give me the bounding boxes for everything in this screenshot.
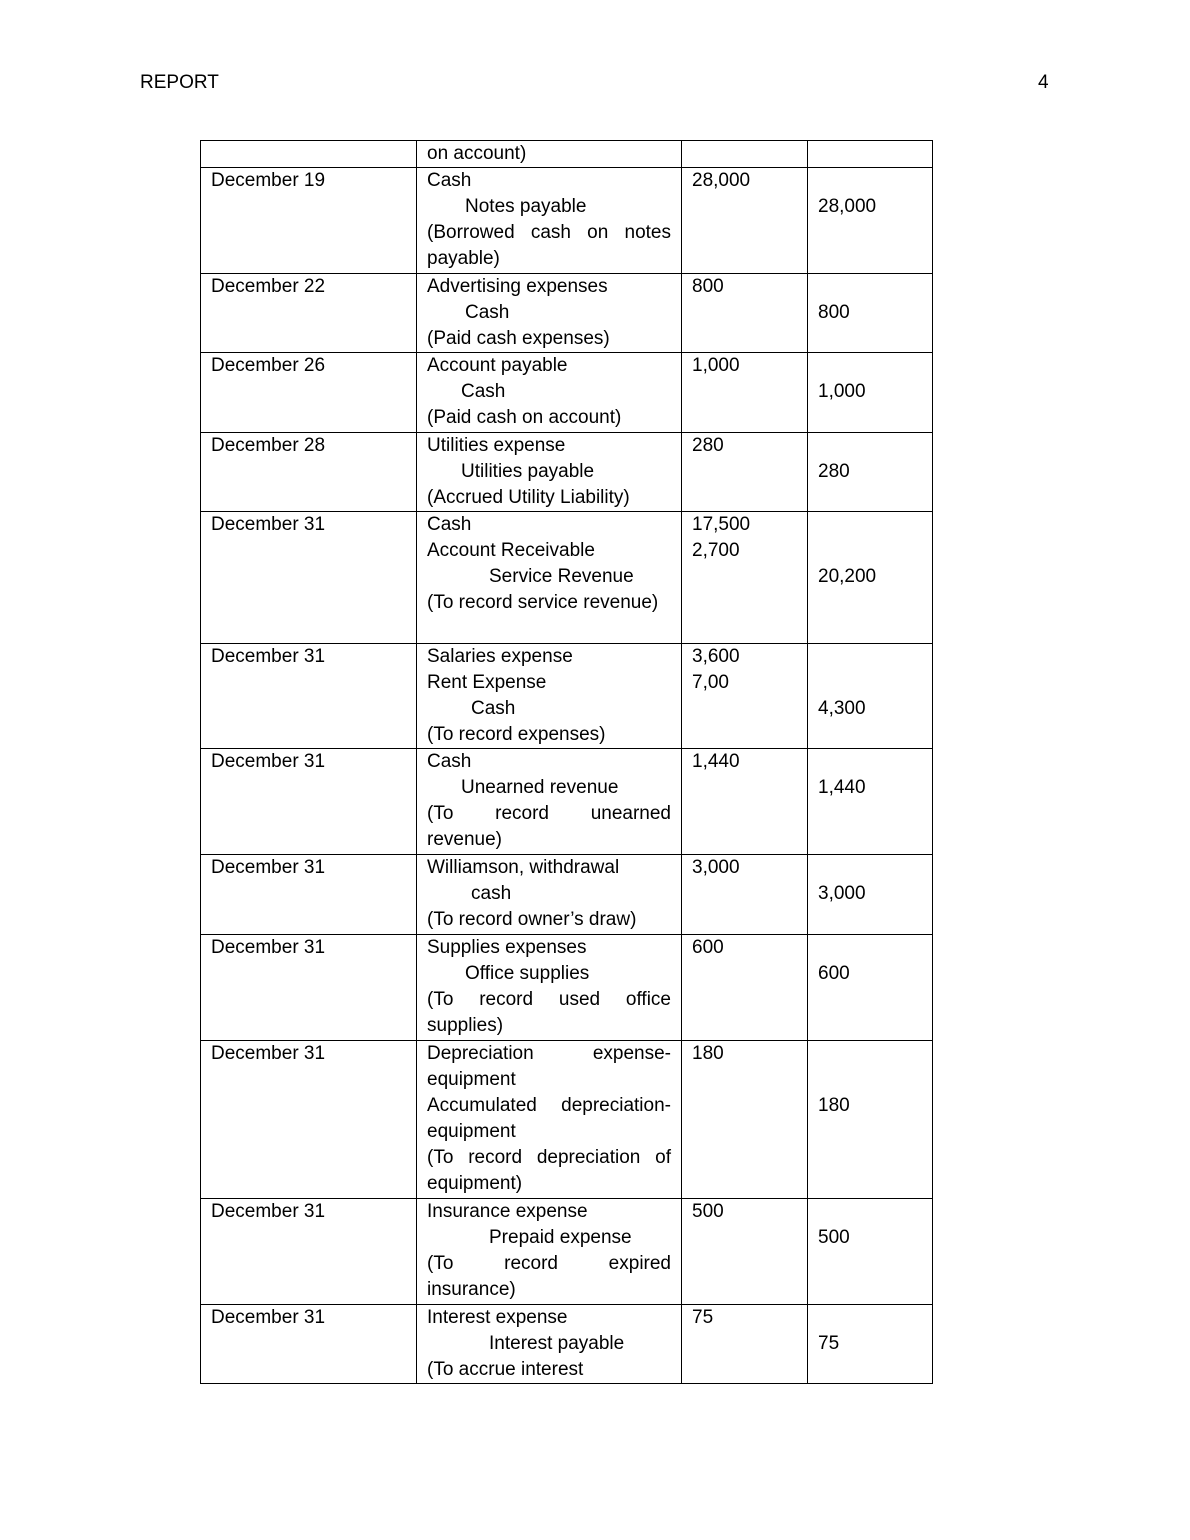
journal-entry-row	[201, 141, 933, 168]
credit-amount	[818, 1305, 922, 1331]
credit-amount: 4,300	[818, 698, 866, 719]
account-line: Cash	[461, 381, 506, 402]
entry-date-text: December 31	[211, 646, 326, 667]
credit-amount	[818, 749, 922, 775]
account-line: Insurance expense	[427, 1201, 588, 1222]
journal-entry-row	[201, 1041, 933, 1199]
entry-accounts	[417, 353, 682, 433]
entry-accounts	[417, 141, 682, 168]
entry-credit	[808, 1199, 933, 1305]
debit-amount: 1,000	[692, 355, 740, 376]
entry-date-text: December 31	[211, 937, 326, 958]
debit-amount: 280	[692, 435, 724, 456]
account-line: Williamson, withdrawal	[427, 857, 620, 878]
entry-credit	[808, 1305, 933, 1384]
journal-entry-row	[201, 274, 933, 353]
entry-credit	[808, 433, 933, 512]
account-line: (To record expenses)	[427, 724, 606, 745]
account-line: Depreciation expense-equipment	[427, 1043, 671, 1090]
account-line: Utilities payable	[461, 461, 595, 482]
account-line: Service Revenue	[489, 566, 634, 587]
account-line: Prepaid expense	[489, 1227, 632, 1248]
entry-debit	[682, 141, 808, 168]
debit-amount: 17,500	[692, 514, 751, 535]
entry-credit	[808, 353, 933, 433]
account-line: (To record owner’s draw)	[427, 909, 637, 930]
account-line: Cash	[471, 698, 516, 719]
entry-accounts	[417, 935, 682, 1041]
entry-date-text: December 28	[211, 435, 326, 456]
entry-accounts	[417, 512, 682, 644]
debit-amount: 800	[692, 276, 724, 297]
journal-entry-row	[201, 353, 933, 433]
entry-date-text: December 31	[211, 1201, 326, 1222]
entry-debit	[682, 274, 808, 353]
entry-debit	[682, 1199, 808, 1305]
account-line: (To record depreciation of equipment)	[427, 1147, 671, 1194]
entry-date-text: December 19	[211, 170, 326, 191]
entry-date	[201, 1305, 417, 1384]
entry-date	[201, 353, 417, 433]
account-line: (To record expired insurance)	[427, 1253, 671, 1300]
entry-credit	[808, 935, 933, 1041]
debit-amount: 75	[692, 1307, 714, 1328]
entry-accounts	[417, 274, 682, 353]
credit-amount: 1,440	[818, 777, 866, 798]
account-line: Office supplies	[465, 963, 590, 984]
account-line: (To record used office supplies)	[427, 989, 671, 1036]
account-line: (Borrowed cash on notes payable)	[427, 222, 671, 269]
credit-amount: 600	[818, 963, 850, 984]
account-line: Account payable	[427, 355, 568, 376]
journal-entry-row	[201, 1305, 933, 1384]
account-line: Notes payable	[465, 196, 587, 217]
debit-amount: 600	[692, 937, 724, 958]
account-line: Account Receivable	[427, 540, 595, 561]
entry-date	[201, 512, 417, 644]
account-line: Interest expense	[427, 1307, 568, 1328]
account-line: (Accrued Utility Liability)	[427, 487, 630, 508]
entry-accounts	[417, 749, 682, 855]
credit-amount: 280	[818, 461, 850, 482]
credit-amount: 75	[818, 1333, 840, 1354]
entry-date	[201, 274, 417, 353]
journal-entry-row	[201, 1199, 933, 1305]
account-line: Rent Expense	[427, 672, 547, 693]
credit-amount	[818, 1067, 922, 1093]
account-line: (Paid cash expenses)	[427, 328, 610, 349]
entry-accounts	[417, 433, 682, 512]
credit-amount: 500	[818, 1227, 850, 1248]
credit-amount: 28,000	[818, 196, 877, 217]
journal-entry-row	[201, 855, 933, 935]
debit-amount: 500	[692, 1201, 724, 1222]
entry-debit	[682, 749, 808, 855]
entry-date-text: December 22	[211, 276, 326, 297]
entry-credit	[808, 855, 933, 935]
entry-accounts	[417, 1305, 682, 1384]
account-line: Utilities expense	[427, 435, 566, 456]
journal-entry-row	[201, 168, 933, 274]
entry-date	[201, 855, 417, 935]
account-line: cash	[471, 883, 512, 904]
entry-debit	[682, 1041, 808, 1199]
credit-amount	[818, 433, 922, 459]
account-line: Salaries expense	[427, 646, 573, 667]
credit-amount	[818, 670, 922, 696]
journal-table	[200, 140, 933, 1384]
entry-date-text: December 31	[211, 857, 326, 878]
account-line: on account)	[427, 143, 527, 164]
account-line: Cash	[427, 170, 472, 191]
debit-amount: 3,600	[692, 646, 740, 667]
debit-amount: 2,700	[692, 540, 740, 561]
debit-amount: 1,440	[692, 751, 740, 772]
entry-accounts	[417, 168, 682, 274]
entry-credit	[808, 749, 933, 855]
entry-date	[201, 1199, 417, 1305]
entry-debit	[682, 353, 808, 433]
debit-amount: 7,00	[692, 672, 729, 693]
entry-accounts	[417, 1199, 682, 1305]
credit-amount	[818, 512, 922, 538]
entry-debit	[682, 1305, 808, 1384]
credit-amount	[818, 168, 922, 194]
entry-debit	[682, 168, 808, 274]
account-line: Cash	[427, 751, 472, 772]
debit-amount: 3,000	[692, 857, 740, 878]
credit-amount	[818, 353, 922, 379]
entry-date	[201, 644, 417, 749]
account-line: Interest payable	[489, 1333, 625, 1354]
entry-date	[201, 141, 417, 168]
account-line: Supplies expenses	[427, 937, 587, 958]
entry-date	[201, 168, 417, 274]
entry-credit	[808, 141, 933, 168]
entry-debit	[682, 644, 808, 749]
page-number: 4	[1038, 72, 1049, 93]
credit-amount: 20,200	[818, 566, 877, 587]
credit-amount: 3,000	[818, 883, 866, 904]
entry-date	[201, 433, 417, 512]
entry-date-text: December 31	[211, 1043, 326, 1064]
entry-date	[201, 1041, 417, 1199]
entry-accounts	[417, 855, 682, 935]
account-line: Cash	[465, 302, 510, 323]
account-line: Advertising expenses	[427, 276, 608, 297]
entry-credit	[808, 1041, 933, 1199]
entry-credit	[808, 512, 933, 644]
credit-amount	[818, 274, 922, 300]
debit-amount: 28,000	[692, 170, 751, 191]
entry-date-text	[211, 141, 406, 167]
account-line: (To record service revenue)	[427, 592, 659, 613]
entry-debit	[682, 855, 808, 935]
credit-amount: 800	[818, 302, 850, 323]
journal-entry-row	[201, 512, 933, 644]
credit-amount	[818, 644, 922, 670]
entry-date-text: December 31	[211, 751, 326, 772]
entry-date-text: December 31	[211, 514, 326, 535]
account-line: (Paid cash on account)	[427, 407, 622, 428]
credit-amount	[818, 1199, 922, 1225]
account-line: (To accrue interest	[427, 1359, 584, 1380]
debit-amount	[692, 141, 797, 167]
journal-entry-row	[201, 433, 933, 512]
credit-amount	[818, 855, 922, 881]
credit-amount: 1,000	[818, 381, 866, 402]
credit-amount	[818, 1041, 922, 1067]
credit-amount	[818, 935, 922, 961]
credit-amount: 180	[818, 1095, 850, 1116]
credit-amount	[818, 141, 922, 167]
journal-entry-row	[201, 644, 933, 749]
debit-amount: 180	[692, 1043, 724, 1064]
entry-credit	[808, 274, 933, 353]
entry-debit	[682, 512, 808, 644]
account-line: (To record unearned revenue)	[427, 803, 671, 850]
entry-accounts	[417, 644, 682, 749]
running-header: REPORT	[140, 72, 219, 93]
journal-body	[201, 141, 933, 1384]
entry-date	[201, 935, 417, 1041]
account-line	[427, 616, 671, 642]
entry-credit	[808, 168, 933, 274]
entry-debit	[682, 935, 808, 1041]
journal-entry-row	[201, 935, 933, 1041]
credit-amount	[818, 538, 922, 564]
account-line: Unearned revenue	[461, 777, 619, 798]
entry-date	[201, 749, 417, 855]
account-line: Cash	[427, 514, 472, 535]
account-line: Accumulated depreciation-equipment	[427, 1095, 671, 1142]
entry-date-text: December 31	[211, 1307, 326, 1328]
entry-date-text: December 26	[211, 355, 326, 376]
entry-accounts	[417, 1041, 682, 1199]
entry-debit	[682, 433, 808, 512]
entry-credit	[808, 644, 933, 749]
journal-entry-row	[201, 749, 933, 855]
